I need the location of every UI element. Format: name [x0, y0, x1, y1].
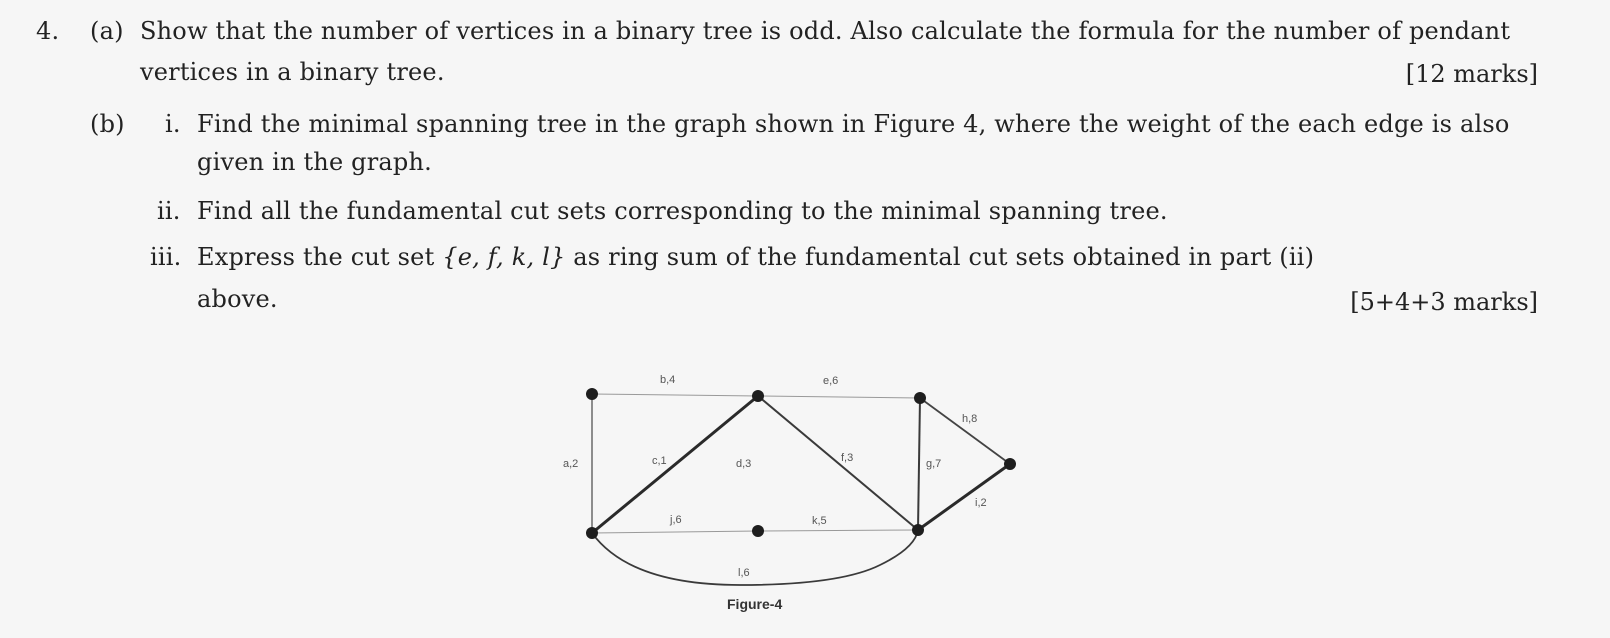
edge-label-c: c,1	[652, 455, 667, 467]
edge-b	[592, 394, 758, 396]
figure-caption: Figure-4	[727, 596, 783, 612]
part-b-i-line-2: given in the graph.	[197, 148, 432, 176]
part-b-i-label: i.	[165, 110, 181, 138]
part-b-ii-line-1: Find all the fundamental cut sets corresponding to the minimal spanning tree.	[197, 197, 1168, 225]
edge-k	[758, 530, 918, 531]
edge-h	[920, 398, 1010, 464]
edge-e	[758, 396, 920, 398]
vertex-4	[1004, 458, 1016, 470]
edge-label-l: l,6	[738, 567, 750, 579]
edge-label-f: f,3	[841, 452, 854, 464]
edge-label-e: e,6	[823, 375, 839, 387]
edge-label-d: d,3	[736, 458, 752, 470]
part-b-iii-text-pre: Express the cut set	[197, 243, 435, 271]
part-b-label: (b)	[90, 110, 125, 138]
vertex-1	[586, 388, 598, 400]
edge-j	[592, 531, 758, 533]
edge-label-g: g,7	[926, 458, 942, 470]
edge-label-b: b,4	[660, 374, 676, 386]
edge-i	[918, 464, 1010, 530]
part-b-i-line-1: Find the minimal spanning tree in the graph shown in Figure 4, where the weight of the each edge is also	[197, 110, 1510, 138]
edge-c	[592, 396, 758, 533]
edge-label-k: k,5	[812, 515, 827, 527]
part-b-marks: [5+4+3 marks]	[1350, 288, 1538, 316]
edge-label-a: a,2	[563, 458, 579, 470]
vertex-3	[914, 392, 926, 404]
cut-set-expression: {e, f, k, l}	[442, 243, 566, 271]
part-a-line-2: vertices in a binary tree.	[140, 58, 445, 86]
part-b-ii-label: ii.	[157, 197, 181, 225]
vertex-6	[752, 525, 764, 537]
vertex-2	[752, 390, 764, 402]
question-number: 4.	[36, 17, 60, 45]
vertex-5	[586, 527, 598, 539]
part-b-iii-label: iii.	[150, 243, 182, 271]
edge-g	[918, 398, 920, 530]
edge-label-j: j,6	[670, 514, 682, 526]
edge-label-i: i,2	[975, 497, 987, 509]
edge-label-h: h,8	[962, 413, 978, 425]
part-a-label: (a)	[90, 17, 124, 45]
part-a-marks: [12 marks]	[1405, 60, 1538, 88]
edge-l	[592, 530, 918, 585]
part-b-iii-line-2: above.	[197, 285, 278, 313]
part-b-iii-text-post: as ring sum of the fundamental cut sets obtained in part (ii)	[573, 243, 1315, 271]
edge-f	[758, 396, 918, 530]
part-a-line-1: Show that the number of vertices in a binary tree is odd. Also calculate the formula for the number of pendant	[140, 17, 1511, 45]
vertex-7	[912, 524, 924, 536]
